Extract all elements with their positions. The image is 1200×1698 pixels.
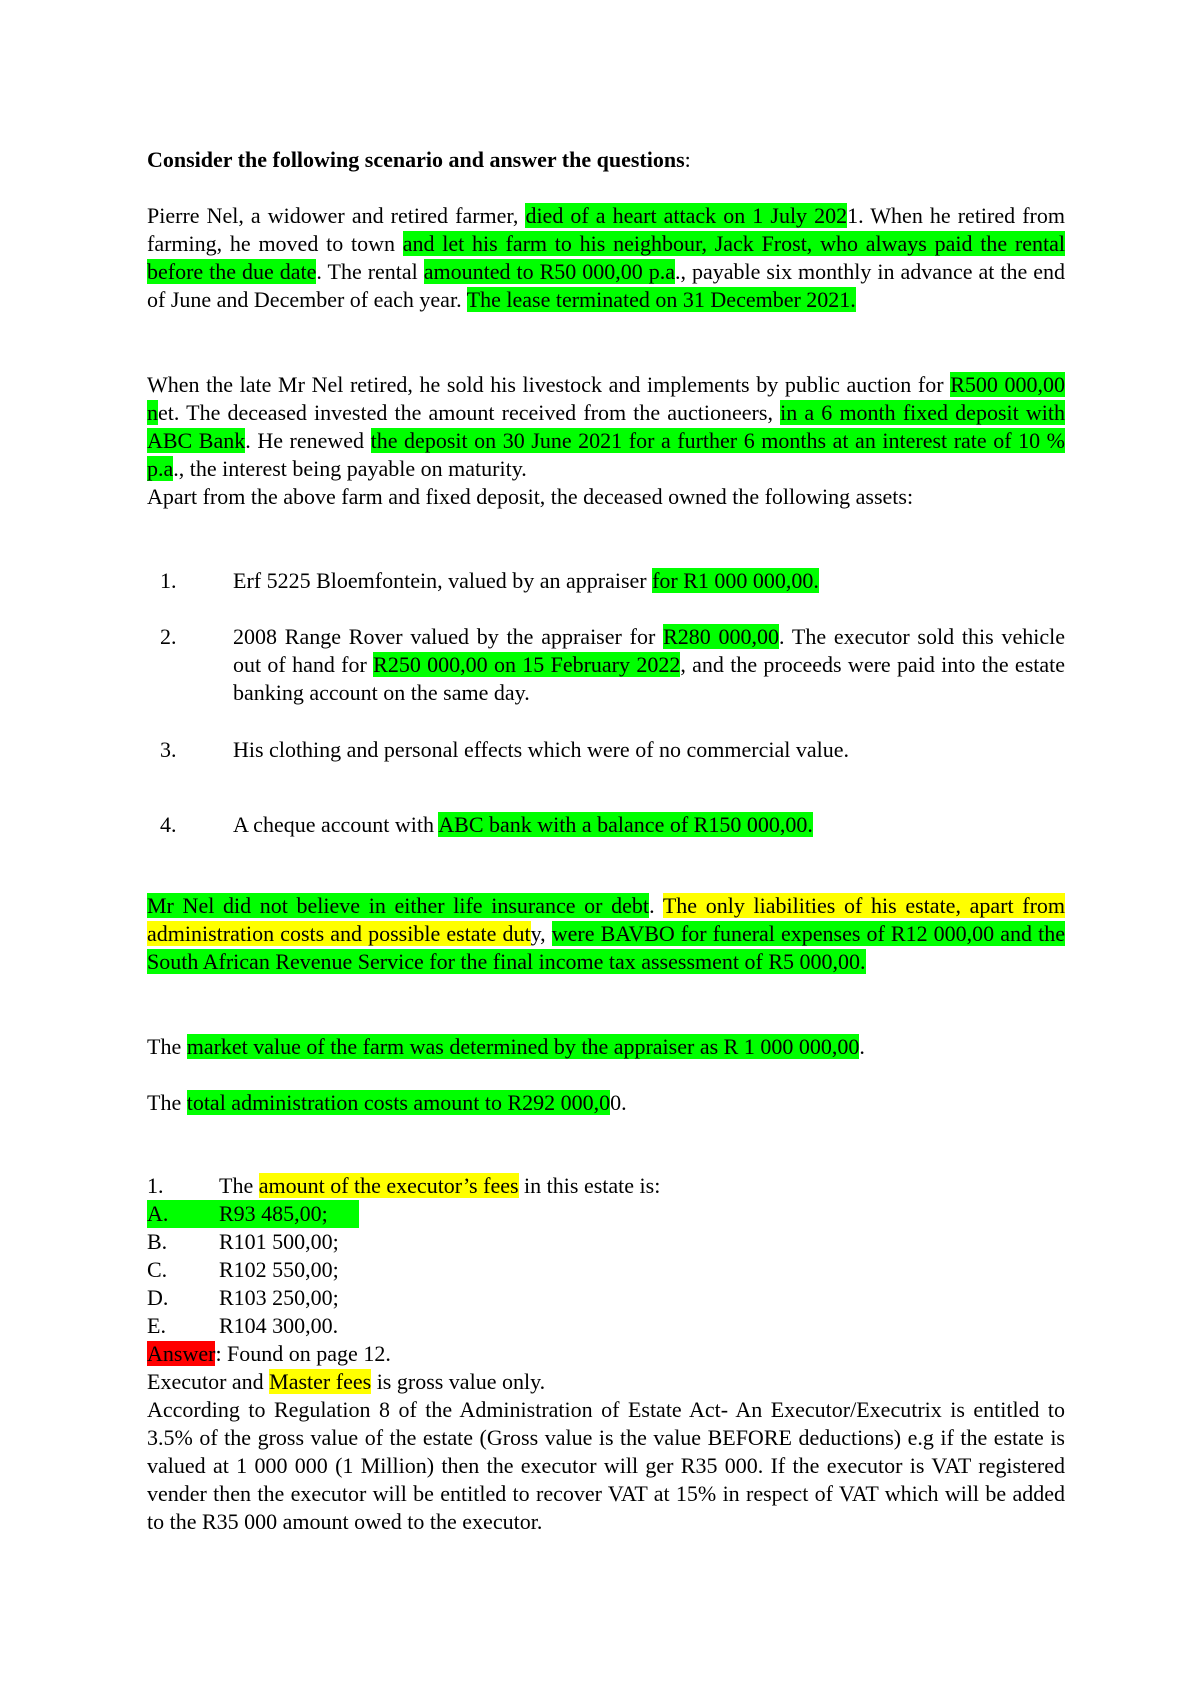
highlight-green: R250 000,00 on 15 February 2022 <box>373 652 681 677</box>
list-text <box>233 567 1065 595</box>
highlight-green: and let his farm to his neighbour, Jack Frost, who always paid the rental before the due date <box>147 231 1065 284</box>
highlight-green: were BAVBO for funeral expenses of R12 000,00 and the South African Revenue Service for the final income tax assessment of R5 000,00. <box>147 921 1065 974</box>
list-number: 2. <box>160 624 177 649</box>
list-item <box>147 736 1065 764</box>
highlight-green: The lease terminated on 31 December 2021. <box>466 287 856 312</box>
heading-colon: : <box>684 147 691 172</box>
scenario-heading <box>147 146 1065 174</box>
text-run: 0. <box>610 1090 627 1115</box>
list-item <box>147 623 1065 707</box>
scenario-paragraph-2 <box>147 371 1065 483</box>
text-run: 2008 Range Rover valued by the appraiser for <box>233 624 664 649</box>
highlight-green: ABC bank with a balance of R150 000,00. <box>438 812 813 837</box>
admin-costs-paragraph <box>147 1089 1065 1117</box>
highlight-yellow: amount of the executor’s fees <box>258 1173 519 1198</box>
text-run: . <box>649 893 663 918</box>
highlight-green: Mr Nel did not believe in either life insurance or debt <box>147 893 650 918</box>
list-item <box>147 567 1065 595</box>
highlight-green: market value of the farm was determined by the appraiser as R 1 000 000,00 <box>186 1034 860 1059</box>
text-run: . The rental <box>316 259 424 284</box>
list-number: 3. <box>160 737 177 762</box>
option-label: B. <box>147 1229 168 1254</box>
text-run: . <box>859 1034 865 1059</box>
highlight-green: died of a heart attack on 1 July 202 <box>525 203 848 228</box>
text-run: . He renewed <box>245 428 371 453</box>
text-run: ., payable six monthly in advance at the end of June and December of each year. <box>147 259 1065 312</box>
text-run: When the late Mr Nel retired, he sold his livestock and implements by public auction for <box>147 372 951 397</box>
list-number: 1. <box>160 568 177 593</box>
text-run: in this estate is: <box>518 1173 661 1198</box>
text-run: is gross value only. <box>371 1369 546 1394</box>
farm-value-paragraph <box>147 1033 1065 1061</box>
text-run: Erf 5225 Bloemfontein, valued by an appraiser <box>233 568 653 593</box>
answer-option-d <box>147 1284 1065 1312</box>
text-run: A cheque account with <box>233 812 439 837</box>
option-label: E. <box>147 1313 166 1338</box>
list-text <box>233 623 1065 707</box>
highlight-green: total administration costs amount to R292 000,0 <box>186 1090 611 1115</box>
question-text <box>219 1172 660 1200</box>
assets-intro: Apart from the above farm and fixed deposit, the deceased owned the following assets: <box>147 484 914 509</box>
text-run: 1. When he retired from farming, he moved to town <box>147 203 1065 256</box>
answer-option-c <box>147 1256 1065 1284</box>
heading-bold: Consider the following scenario and answer the questions <box>147 147 685 172</box>
text-run: Pierre Nel, a widower and retired farmer, <box>147 203 526 228</box>
option-label: D. <box>147 1285 169 1310</box>
highlight-green: amounted to R50 000,00 p.a <box>423 259 676 284</box>
option-value: R104 300,00. <box>219 1313 339 1338</box>
text-run: His clothing and personal effects which were of no commercial value. <box>233 737 849 762</box>
option-label: C. <box>147 1257 168 1282</box>
option-value: R102 550,00; <box>219 1257 339 1282</box>
note-line <box>147 1368 1065 1396</box>
question-number: 1. <box>147 1173 164 1198</box>
answer-option-e <box>147 1312 1065 1340</box>
highlight-yellow: Master fees <box>269 1369 372 1394</box>
list-item <box>147 811 1065 839</box>
highlight-red: Answer <box>147 1341 216 1366</box>
highlight-green: R280 000,00 <box>663 624 780 649</box>
text-run: The <box>219 1173 259 1198</box>
text-run: Executor and <box>147 1369 270 1394</box>
list-text <box>233 811 1065 839</box>
text-run: et. The deceased invested the amount received from the auctioneers, <box>158 400 781 425</box>
text-run: . The executor sold this vehicle out of hand for <box>233 624 1065 677</box>
text-run: y, <box>530 921 552 946</box>
highlight-green: the deposit on 30 June 2021 for a further 6 months at an interest rate of 10 % p.a <box>147 428 1065 481</box>
regulation-paragraph: According to Regulation 8 of the Administration of Estate Act- An Executor/Executrix is entitled to 3.5% of the gross value of the estate (Gross value is the value BEFORE deductions) e.g if the estate is valued at 1 000 000 (1 Million) then the executor will ger R35 000. If the executor is VAT registered vender then the executor will be entitled to recover VAT at 15% in respect of VAT which will be added to the R35 000 amount owed to the executor. <box>147 1397 1065 1534</box>
answer-option-a <box>147 1200 1065 1228</box>
highlight-yellow: The only liabilities of his estate, apart from administration costs and possible estate dut <box>147 893 1066 946</box>
text-run: The <box>147 1034 187 1059</box>
text-run: ., the interest being payable on maturity. <box>173 456 527 481</box>
answer-line <box>147 1340 1065 1368</box>
list-text <box>233 736 1065 764</box>
highlight-green: R500 000,00 n <box>147 372 1065 425</box>
text-run: , and the proceeds were paid into the estate banking account on the same day. <box>233 652 1066 705</box>
liabilities-paragraph <box>147 892 1065 976</box>
option-value: R93 485,00; <box>219 1201 328 1226</box>
option-label: A. <box>147 1201 169 1226</box>
list-number: 4. <box>160 812 177 837</box>
answer-option-b <box>147 1228 1065 1256</box>
text-run: The <box>147 1090 187 1115</box>
option-value: R101 500,00; <box>219 1229 339 1254</box>
highlight-green: for R1 000 000,00. <box>652 568 819 593</box>
option-value: R103 250,00; <box>219 1285 339 1310</box>
scenario-paragraph-1 <box>147 202 1065 314</box>
highlight-green: in a 6 month fixed deposit with ABC Bank <box>147 400 1066 453</box>
text-run: : Found on page 12. <box>215 1341 391 1366</box>
